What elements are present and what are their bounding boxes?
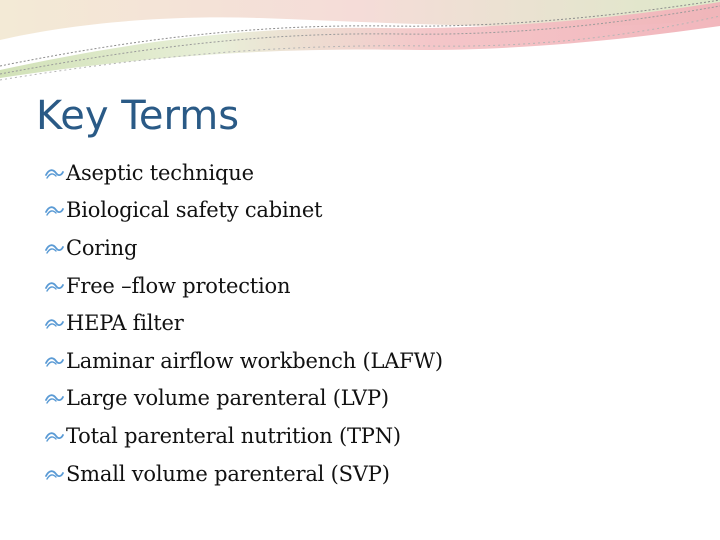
wave-bullet-icon bbox=[44, 200, 64, 220]
wave-bullet-icon bbox=[44, 426, 64, 446]
wave-bullet-icon bbox=[44, 163, 64, 183]
wave-bullet-icon bbox=[44, 351, 64, 371]
list-item bbox=[44, 192, 443, 230]
term-text: Coring bbox=[66, 235, 138, 260]
term-text: HEPA filter bbox=[66, 311, 184, 336]
wave-bullet-icon bbox=[44, 464, 64, 484]
term-text: Small volume parenteral (SVP) bbox=[66, 461, 390, 486]
slide-title: Key Terms bbox=[36, 93, 240, 139]
wave-bullet-icon bbox=[44, 276, 64, 296]
term-text: Large volume parenteral (LVP) bbox=[66, 386, 389, 411]
wave-bullet-icon bbox=[44, 313, 64, 333]
list-item bbox=[44, 342, 443, 380]
list-item bbox=[44, 304, 443, 342]
wave-bullet-icon bbox=[44, 388, 64, 408]
term-text: Total parenteral nutrition (TPN) bbox=[66, 423, 401, 448]
wave-bullet-icon bbox=[44, 238, 64, 258]
list-item bbox=[44, 229, 443, 267]
term-text: Free –flow protection bbox=[66, 273, 291, 298]
term-text: Laminar airflow workbench (LAFW) bbox=[66, 348, 443, 373]
list-item bbox=[44, 417, 443, 455]
list-item bbox=[44, 267, 443, 305]
list-item bbox=[44, 380, 443, 418]
header-wave-decoration bbox=[0, 0, 720, 90]
key-terms-list bbox=[44, 154, 443, 492]
list-item bbox=[44, 154, 443, 192]
list-item bbox=[44, 455, 443, 493]
term-text: Biological safety cabinet bbox=[66, 198, 323, 223]
term-text: Aseptic technique bbox=[66, 160, 254, 185]
